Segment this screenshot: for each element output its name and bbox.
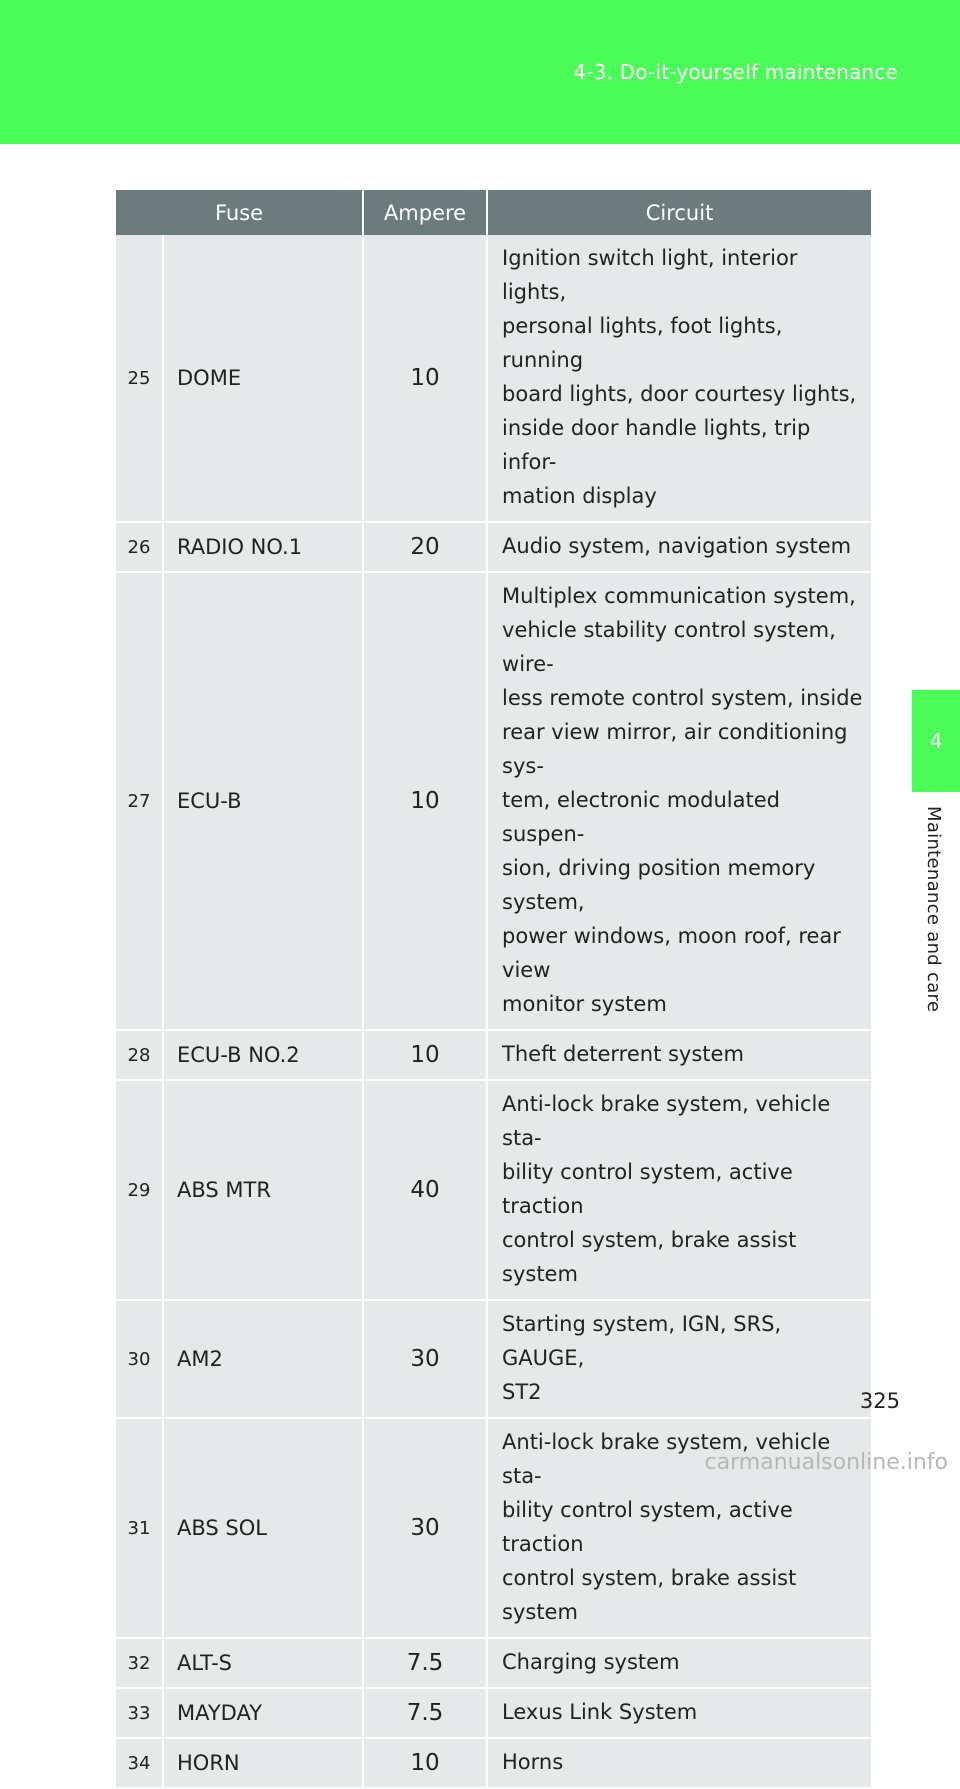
fuse-circuit xyxy=(487,572,871,1030)
fuse-number: 26 xyxy=(116,522,163,572)
fuse-name: HORN xyxy=(163,1738,363,1788)
circuit-line: power windows, moon roof, rear view xyxy=(502,924,841,982)
fuse-circuit xyxy=(487,522,871,572)
circuit-line: vehicle stability control system, wire- xyxy=(502,618,836,676)
fuse-ampere: 7.5 xyxy=(363,1688,487,1738)
circuit-line: bility control system, active traction xyxy=(502,1160,793,1218)
table-row xyxy=(116,1738,871,1788)
fuse-number: 27 xyxy=(116,572,163,1030)
table-row xyxy=(116,572,871,1030)
fuse-number: 28 xyxy=(116,1030,163,1080)
table-row xyxy=(116,522,871,572)
fuse-circuit xyxy=(487,235,871,522)
fuse-ampere: 10 xyxy=(363,235,487,522)
fuse-ampere: 10 xyxy=(363,1030,487,1080)
fuse-number: 31 xyxy=(116,1418,163,1638)
circuit-line: Ignition switch light, interior lights, xyxy=(502,246,798,304)
fuse-ampere: 7.5 xyxy=(363,1638,487,1688)
fuse-circuit xyxy=(487,1738,871,1788)
table-row xyxy=(116,1030,871,1080)
chapter-number: 4 xyxy=(929,729,943,753)
fuse-ampere: 10 xyxy=(363,572,487,1030)
header-ampere: Ampere xyxy=(363,190,487,235)
circuit-line: Horns xyxy=(502,1750,564,1774)
fuse-number: 32 xyxy=(116,1638,163,1688)
fuse-number: 25 xyxy=(116,235,163,522)
table-row xyxy=(116,1638,871,1688)
circuit-line: Starting system, IGN, SRS, GAUGE, xyxy=(502,1312,782,1370)
fuse-circuit xyxy=(487,1638,871,1688)
circuit-line: Theft deterrent system xyxy=(502,1042,744,1066)
page-number: 325 xyxy=(859,1389,900,1413)
circuit-line: less remote control system, inside xyxy=(502,686,863,710)
table-row xyxy=(116,235,871,522)
circuit-line: control system, brake assist system xyxy=(502,1228,797,1286)
table-row xyxy=(116,1300,871,1418)
fuse-circuit xyxy=(487,1300,871,1418)
circuit-line: mation display xyxy=(502,484,657,508)
table-header-row xyxy=(116,190,871,235)
fuse-name: AM2 xyxy=(163,1300,363,1418)
fuse-name: MAYDAY xyxy=(163,1688,363,1738)
fuse-circuit xyxy=(487,1030,871,1080)
table-row xyxy=(116,1080,871,1300)
circuit-line: bility control system, active traction xyxy=(502,1498,793,1556)
header-band xyxy=(0,0,960,144)
circuit-line: control system, brake assist system xyxy=(502,1566,797,1624)
fuse-name: ECU-B xyxy=(163,572,363,1030)
circuit-line: Lexus Link System xyxy=(502,1700,698,1724)
fuse-number: 34 xyxy=(116,1738,163,1788)
chapter-tab xyxy=(912,690,960,792)
header-circuit: Circuit xyxy=(487,190,871,235)
fuse-table xyxy=(116,190,871,1789)
fuse-name: ECU-B NO.2 xyxy=(163,1030,363,1080)
fuse-name: RADIO NO.1 xyxy=(163,522,363,572)
circuit-line: personal lights, foot lights, running xyxy=(502,314,783,372)
circuit-line: ST2 xyxy=(502,1380,542,1404)
circuit-line: rear view mirror, air conditioning sys- xyxy=(502,720,848,778)
circuit-line: monitor system xyxy=(502,992,667,1016)
fuse-name: ALT-S xyxy=(163,1638,363,1688)
circuit-line: Charging system xyxy=(502,1650,680,1674)
fuse-name: ABS MTR xyxy=(163,1080,363,1300)
fuse-name: ABS SOL xyxy=(163,1418,363,1638)
circuit-line: tem, electronic modulated suspen- xyxy=(502,788,780,846)
fuse-circuit xyxy=(487,1080,871,1300)
fuse-ampere: 30 xyxy=(363,1418,487,1638)
fuse-ampere: 40 xyxy=(363,1080,487,1300)
fuse-number: 30 xyxy=(116,1300,163,1418)
header-fuse: Fuse xyxy=(116,190,363,235)
circuit-line: Multiplex communication system, xyxy=(502,584,856,608)
fuse-name: DOME xyxy=(163,235,363,522)
circuit-line: sion, driving position memory system, xyxy=(502,856,816,914)
circuit-line: board lights, door courtesy lights, xyxy=(502,382,857,406)
watermark: carmanualsonline.info xyxy=(704,1450,948,1475)
circuit-line: Anti-lock brake system, vehicle sta- xyxy=(502,1092,831,1150)
circuit-line: Anti-lock brake system, vehicle sta- xyxy=(502,1430,831,1488)
fuse-ampere: 10 xyxy=(363,1738,487,1788)
fuse-number: 29 xyxy=(116,1080,163,1300)
circuit-line: Audio system, navigation system xyxy=(502,534,852,558)
chapter-label: Maintenance and care xyxy=(923,806,944,1013)
circuit-line: inside door handle lights, trip infor- xyxy=(502,416,811,474)
fuse-ampere: 20 xyxy=(363,522,487,572)
table-row xyxy=(116,1688,871,1738)
section-title: 4-3. Do-it-yourself maintenance xyxy=(573,60,898,84)
fuse-number: 33 xyxy=(116,1688,163,1738)
fuse-ampere: 30 xyxy=(363,1300,487,1418)
fuse-circuit xyxy=(487,1688,871,1738)
